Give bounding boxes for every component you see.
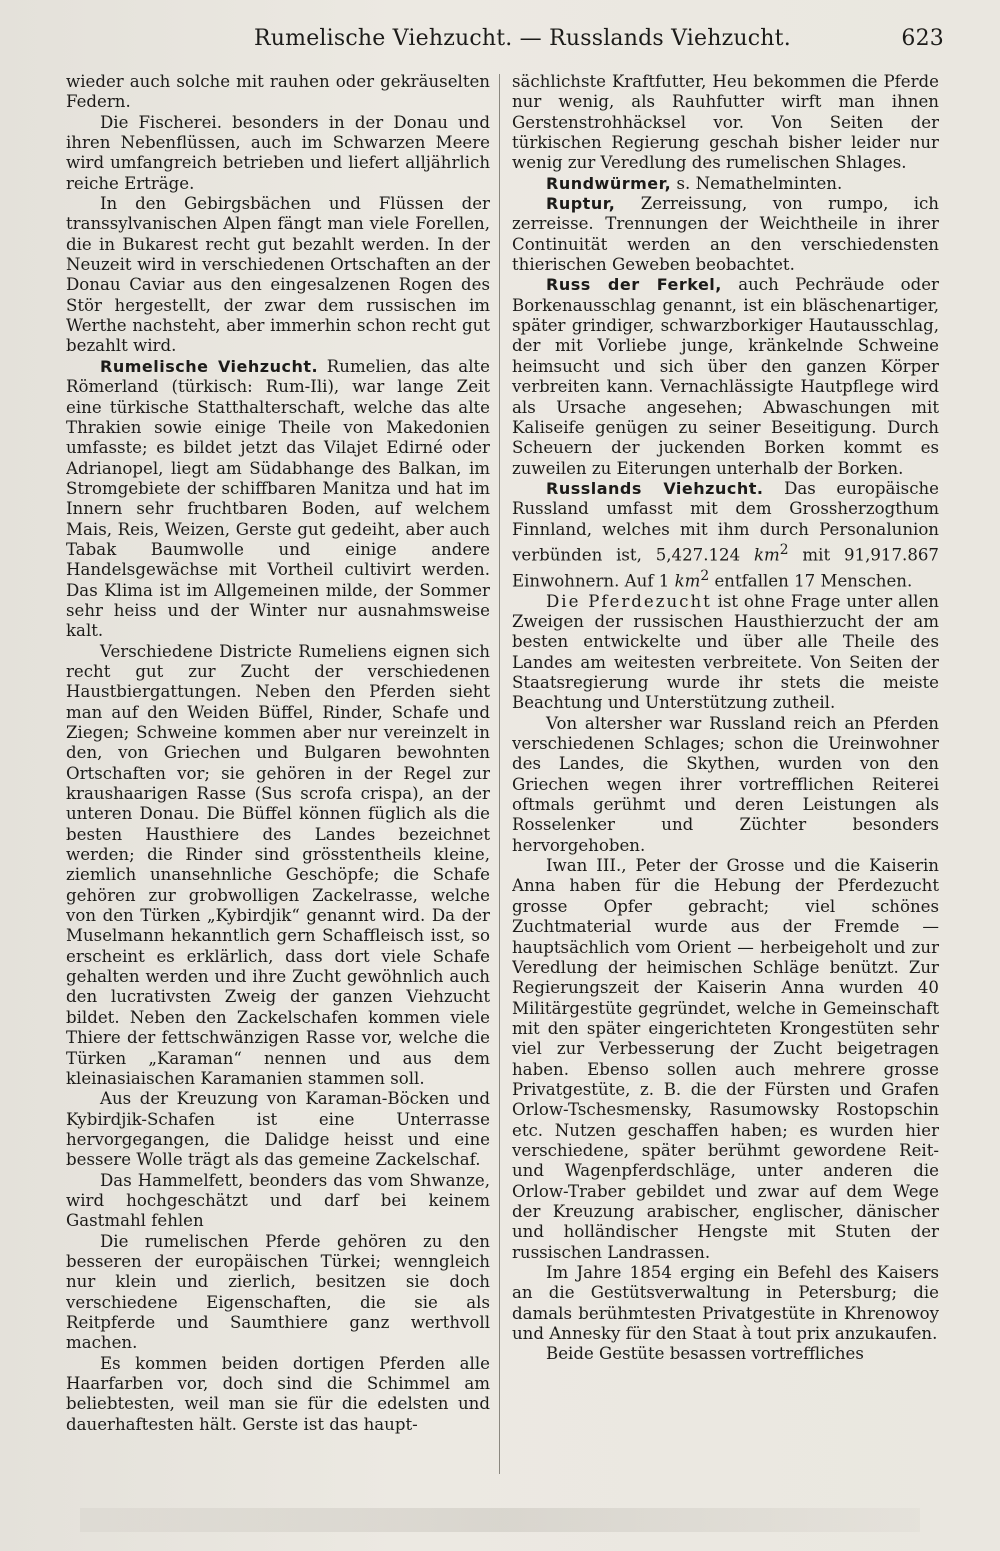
left-column [66,72,490,1482]
column-divider [499,74,500,1474]
entry-keyword: Ruptur, [546,194,616,214]
paragraph: Verschiedene Districte Rumeliens eignen sich recht gut zur Zucht der verschiedenen Haustbiergattungen. Neben den Pferden sieht man auf den Weiden Büffel, Rinder, Schafe und Ziegen; Schweine kommen aber nur vereinzelt in den, von Griechen und Bulgaren bewohnten Ortschaften vor; sie gehören in der Regel zur kraushaarigen Rasse (Sus scrofa crispa), an der unteren Donau. Die Büffel können füglich als die besten Hausthiere des Landes bezeichnet werden; die Rinder sind grösstentheils kleine, ziemlich unansehnliche Geschöpfe; die Schafe gehören zur grobwolligen Zackelrasse, welche von den Türken „Kybirdjik“ genannt wird. Da der Muselmann hekanntlich gern Schaffleisch isst, so erscheint es erklärlich, dass dort viele Schafe gehalten werden und ihre Zucht gewöhnlich auch den lucrativsten Zweig der ganzen Viehzucht bildet. Neben den Zackelschafen kommen viele Thiere der fettschwänzigen Rasse vor, welche die Türken „Karaman“ nennen und aus dem kleinasiaischen Karamanien stammen soll. [66,641,490,1088]
spaced-term: Die Pferdezucht [546,591,712,611]
entry-text: mit 91,917.867 Einwohnern. Auf 1 [512,545,939,591]
paragraph: Im Jahre 1854 erging ein Befehl des Kaisers an die Gestütsverwaltung in Petersburg; die damals berühmtesten Privatgestüte in Khrenowoy und Annesky für den Staat à tout prix anzukaufen. [512,1263,939,1344]
entry-rumelische-viehzucht [66,357,490,642]
paragraph: Das Hammelfett, beonders das vom Shwanze, wird hochgeschätzt und darf bei keinem Gastmahl fehlen [66,1170,490,1231]
superscript: 2 [700,567,710,584]
paragraph: sächlichste Kraftfutter, Heu bekommen die Pferde nur wenig, als Rauhfutter wirft man ihnen Gerstenstrohhäcksel vor. Von Seiten der türkischen Regierung geschah bisher leider nur wenig zur Veredlung des rumelischen Shlages. [512,72,939,173]
entry-keyword: Rumelische Viehzucht. [100,356,319,376]
paragraph: Die rumelischen Pferde gehören zu den besseren der europäischen Türkei; wenngleich nur klein und zierlich, besitzen sie doch verschiedene Eigenschaften, die sie als Reitpferde und Saumthiere ganz werthvoll machen. [66,1231,490,1353]
paragraph-text: ist ohne Frage unter allen Zweigen der russischen Hausthierzucht der am besten entwickelte und über alle Theile des Landes am weitesten verbreitete. Von Seiten der Staatsregierung wurde ihr stets die meiste Beachtung und Unterstützung zutheil. [512,591,939,713]
entry-text: entfallen 17 Menschen. [709,571,913,591]
superscript: 2 [779,541,789,558]
paragraph: Aus der Kreuzung von Karaman-Böcken und Kybirdjik-Schafen ist eine Unterrasse hervorgegangen, die Dalidge heisst und eine bessere Wolle trägt als das gemeine Zackelschaf. [66,1089,490,1170]
header-title: Rumelische Viehzucht. — Russlands Viehzucht. [254,26,791,51]
entry-ruptur [512,194,939,275]
paragraph: wieder auch solche mit rauhen oder gekräuselten Federn. [66,72,490,112]
paragraph: Von altersher war Russland reich an Pferden verschiedenen Schlages; schon die Ureinwohner des Landes, die Skythen, wurden von den Griechen wegen ihrer vortrefflichen Reiterei oftmals gerühmt und deren Leistungen als Rosselenker und Züchter besonders hervorgehoben. [512,713,939,855]
entry-keyword: Rundwürmer, [546,173,672,193]
page-bottom-smudge [80,1508,920,1532]
paragraph: Die Fischerei. besonders in der Donau und ihren Nebenflüssen, auch im Schwarzen Meere wird umfangreich betrieben und liefert alljährlich reiche Erträge. [66,112,490,193]
entry-text: s. Nemathelminten. [671,173,843,193]
unit-km: km [674,571,701,591]
paragraph: Beide Gestüte besassen vortreffliches [546,1344,864,1364]
entry-text: Zerreissung, von rumpo, ich zerreisse. Trennungen der Weichtheile in ihrer Continuität werden an den verschiedensten thierischen Geweben beobachtet. [512,194,939,275]
entry-text: Das europäische Russland umfasst mit dem Grossherzogthum Finnland, welches mit ihm durch Personalunion verbünden ist, 5,427.124 [512,478,939,565]
paragraph: Es kommen beiden dortigen Pferden alle Haarfarben vor, doch sind die Schimmel am beliebtesten, weil man sie für die edelsten und dauerhaftesten hält. Gerste ist das haupt- [66,1353,490,1434]
entry-keyword: Russlands Viehzucht. [546,478,764,498]
entry-russlands-viehzucht [512,479,939,592]
running-header [66,22,944,56]
entry-russ-der-ferkel [512,275,939,478]
paragraph: In den Gebirgsbächen und Flüssen der transsylvanischen Alpen fängt man viele Forellen, die in Bukarest recht gut bezahlt werden. In der Neuzeit wird in verschiedenen Ortschaften an der Donau Caviar aus den eingesalzenen Rogen des Stör hergestellt, der zwar dem russischen im Werthe nachsteht, aber immerhin schon recht gut bezahlt wird. [66,194,490,356]
entry-text: Rumelien, das alte Römerland (türkisch: Rum-Ili), war lange Zeit eine türkische Statthalterschaft, welche das alte Thrakien sowie einige Theile von Makedonien umfasste; es bildet jetzt das Vilajet Edirné oder Adrianopel, liegt am Südabhange des Balkan, im Stromgebiete der schiffbaren Manitza und hat im Innern sehr fruchtbaren Boden, auf welchem Mais, Reis, Weizen, Gerste gut gedeiht, aber auch Tabak Baumwolle und einige andere Handelsgewächse mit Vortheil cultivirt werden. Das Klima ist im Allgemeinen milde, der Sommer sehr heiss und der Winter nur ausnahmsweise kalt. [66,356,490,641]
unit-km: km [753,545,780,565]
paragraph: Iwan III., Peter der Grosse und die Kaiserin Anna haben für die Hebung der Pferdezucht grosse Opfer gebracht; viel schönes Zuchtmaterial wurde aus der Fremde — hauptsächlich vom Orient — herbeigeholt und zur Veredlung der heimischen Schläge benützt. Zur Regierungszeit der Kaiserin Anna wurden 40 Militärgestüte gegründet, welche in Gemeinschaft mit den später eingerichteten Krongestüten sehr viel zur Verbesserung der Zucht beigetragen haben. Ebenso sollen auch mehrere grosse Privatgestüte, z. B. die der Fürsten und Grafen Orlow-Tschesmensky, Rasumowsky Rostopschin etc. Nutzen geschaffen haben; es wurden hier verschiedene, später berühmt gewordene Reit- und Wagenpferdschläge, unter anderen die Orlow-Traber gebildet und zwar auf dem Wege der Kreuzung arabischer, englischer, dänischer und holländischer Hengste mit Stuten der russischen Landrassen. [512,856,939,1262]
page-number: 623 [901,26,944,51]
entry-rundwuermer [512,174,939,194]
entry-text: auch Pechräude oder Borkenausschlag genannt, ist ein bläschenartiger, später grindiger, schwarzborkiger Hautausschlag, der mit Vorliebe junge, kränkelnde Schweine heimsucht und sich über den ganzen Körper verbreiten kann. Vernachlässigte Hautpflege wird als Ursache angesehen; Abwaschungen mit Kaliseife genügen zu seiner Beseitigung. Durch Scheuern der juckenden Borken kommt es zuweilen zu Eiterungen unterhalb der Borken. [512,275,939,478]
paragraph-pferdezucht [512,592,939,714]
right-column [512,72,939,1482]
entry-keyword: Russ der Ferkel, [546,275,722,295]
